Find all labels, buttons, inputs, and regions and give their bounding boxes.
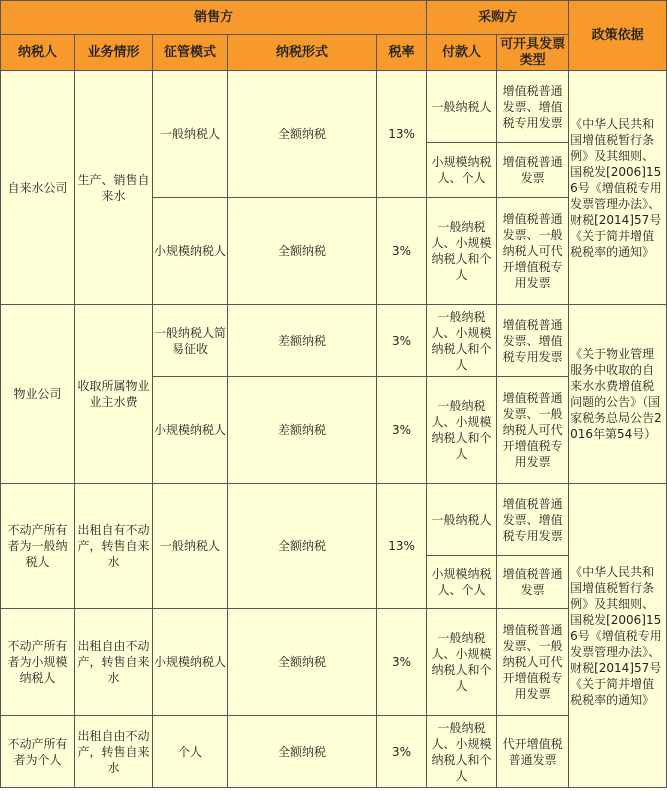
table-row <box>1 716 667 788</box>
tax-form-cell: 差额纳税 <box>228 377 377 484</box>
table-row <box>1 71 667 143</box>
taxpayer-cell: 物业公司 <box>1 305 75 484</box>
table-row <box>1 305 667 377</box>
business-cell: 生产、销售自来水 <box>75 71 153 305</box>
business-cell: 出租自由不动产，转售自来水 <box>75 609 153 716</box>
policy-cell: 《中华人民共和国增值税暂行条例》及其细则、国税发[2006]156号《增值税专用发票管理办法》、财税[2014]57号《关于简并增值税税率的通知》 <box>569 71 667 305</box>
tax-rate-cell: 3% <box>377 305 427 377</box>
collection-mode-cell: 小规模纳税人 <box>153 198 228 305</box>
policy-header: 政策依据 <box>569 1 667 71</box>
tax-form-cell: 全额纳税 <box>228 198 377 305</box>
policy-cell: 《关于物业管理服务中收取的自来水水费增值税问题的公告》（国家税务总局公告2016年第54号） <box>569 305 667 484</box>
invoice-type-cell: 增值税普通发票、一般纳税人可代开增值税专用发票 <box>497 609 569 716</box>
table-row <box>1 609 667 716</box>
tax-rate-cell: 3% <box>377 716 427 788</box>
invoice-type-cell: 增值税普通发票、增值税专用发票 <box>497 305 569 377</box>
collection-mode-cell: 小规模纳税人 <box>153 609 228 716</box>
payer-cell: 一般纳税人、小规模纳税人和个人 <box>427 716 497 788</box>
payer-cell: 小规模纳税人、个人 <box>427 143 497 198</box>
payer-cell: 一般纳税人、小规模纳税人和个人 <box>427 198 497 305</box>
payer-cell: 小规模纳税人、个人 <box>427 556 497 609</box>
payer-cell: 一般纳税人 <box>427 71 497 143</box>
tax-rate-cell: 13% <box>377 71 427 198</box>
tax-rate-cell: 3% <box>377 198 427 305</box>
taxpayer-cell: 自来水公司 <box>1 71 75 305</box>
payer-cell: 一般纳税人 <box>427 484 497 556</box>
table-row <box>1 484 667 556</box>
invoice-type-cell: 增值税普通发票、一般纳税人可代开增值税专用发票 <box>497 198 569 305</box>
invoice-type-cell: 增值税普通发票、增值税专用发票 <box>497 71 569 143</box>
collection-mode-cell: 个人 <box>153 716 228 788</box>
taxpayer-header: 纳税人 <box>1 35 75 71</box>
invoice-type-header: 可开具发票类型 <box>497 35 569 71</box>
business-cell: 出租自由不动产，转售自来水 <box>75 716 153 788</box>
taxpayer-cell: 不动产所有者为一般纳税人 <box>1 484 75 609</box>
business-cell: 收取所属物业业主水费 <box>75 305 153 484</box>
tax-rate-cell: 3% <box>377 377 427 484</box>
tax-rate-cell: 3% <box>377 609 427 716</box>
collection-mode-cell: 一般纳税人简易征收 <box>153 305 228 377</box>
tax-form-cell: 差额纳税 <box>228 305 377 377</box>
payer-header: 付款人 <box>427 35 497 71</box>
buyer-header: 采购方 <box>427 1 569 35</box>
payer-cell: 一般纳税人、小规模纳税人和个人 <box>427 609 497 716</box>
taxpayer-cell: 不动产所有者为小规模纳税人 <box>1 609 75 716</box>
collection-mode-cell: 一般纳税人 <box>153 484 228 609</box>
invoice-type-cell: 代开增值税普通发票 <box>497 716 569 788</box>
payer-cell: 一般纳税人、小规模纳税人和个人 <box>427 305 497 377</box>
tax-form-cell: 全额纳税 <box>228 71 377 198</box>
collection-mode-cell: 小规模纳税人 <box>153 377 228 484</box>
tax-form-cell: 全额纳税 <box>228 716 377 788</box>
taxpayer-cell: 不动产所有者为个人 <box>1 716 75 788</box>
invoice-type-cell: 增值税普通发票 <box>497 143 569 198</box>
tax-form-cell: 全额纳税 <box>228 484 377 609</box>
tax-rate-header: 税率 <box>377 35 427 71</box>
collection-mode-header: 征管模式 <box>153 35 228 71</box>
policy-cell: 《中华人民共和国增值税暂行条例》及其细则、国税发[2006]156号《增值税专用发票管理办法》、财税[2014]57号《关于简并增值税税率的通知》 <box>569 484 667 788</box>
tax-form-header: 纳税形式 <box>228 35 377 71</box>
tax-rate-cell: 13% <box>377 484 427 609</box>
business-cell: 出租自有不动产，转售自来水 <box>75 484 153 609</box>
collection-mode-cell: 一般纳税人 <box>153 71 228 198</box>
business-header: 业务情形 <box>75 35 153 71</box>
tax-form-cell: 全额纳税 <box>228 609 377 716</box>
payer-cell: 一般纳税人、小规模纳税人和个人 <box>427 377 497 484</box>
invoice-type-cell: 增值税普通发票 <box>497 556 569 609</box>
seller-header: 销售方 <box>1 1 427 35</box>
invoice-type-cell: 增值税普通发票、一般纳税人可代开增值税专用发票 <box>497 377 569 484</box>
invoice-type-cell: 增值税普通发票、增值税专用发票 <box>497 484 569 556</box>
